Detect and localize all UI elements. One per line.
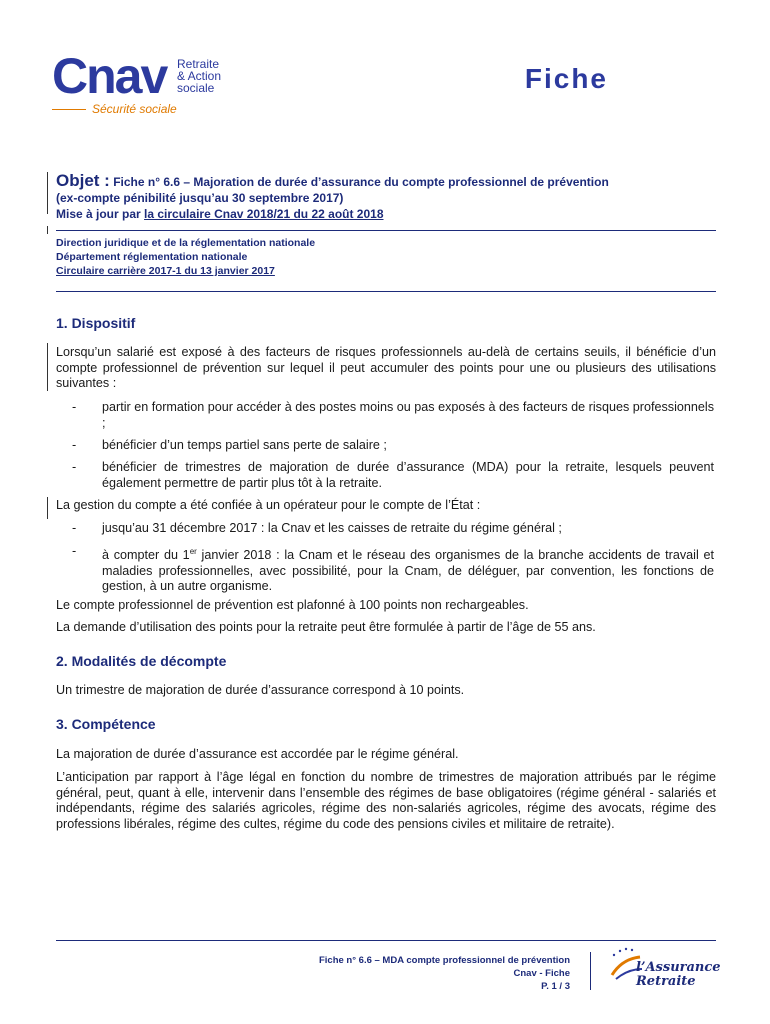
assurance-retraite-logo: l’Assurance Retraite: [606, 945, 726, 995]
list-item: à compter du 1er janvier 2018 : la Cnam et le réseau des organismes de la branche accidents de travail et maladies professionnelles, avec possibilité, pour la Cnam, de déléguer, par convention, les fonctions de gestion, à un autre organisme.: [102, 547, 714, 594]
paragraph: Lorsqu’un salarié est exposé à des facteurs de risques professionnels au-delà de certains seuils, il bénéficie d’un compte professionnel de prévention sur lequel il peut accumuler des points pour une ou plusieurs des utilisations suivantes :: [56, 345, 716, 390]
logo-tagline: Retraite & Action sociale: [177, 57, 222, 95]
document-type-title: Fiche: [524, 63, 608, 94]
update-prefix: Mise à jour par: [56, 207, 145, 221]
department-name: Département réglementation nationale: [56, 251, 248, 263]
list-item: bénéficier de trimestres de majoration de durée d’assurance (MDA) pour la retraite, lesquels peuvent également permettre de partir plus tôt à la retraite.: [102, 460, 714, 490]
change-marker: [47, 343, 48, 391]
reference-circular-link[interactable]: Circulaire carrière 2017-1 du 13 janvier 2017: [56, 265, 275, 277]
footer-fiche-title: Fiche n° 6.6 – MDA compte professionnel de prévention: [318, 955, 570, 966]
paragraph: La gestion du compte a été confiée à un opérateur pour le compte de l’État :: [56, 498, 481, 512]
list-item: bénéficier d’un temps partiel sans perte de salaire ;: [102, 438, 387, 452]
update-circular-link[interactable]: la circulaire Cnav 2018/21 du 22 août 2018: [144, 207, 384, 221]
objet-block: [56, 173, 716, 222]
objet-label: Objet :: [56, 171, 110, 190]
change-marker: [47, 172, 48, 214]
footer-doc-type: Cnav - Fiche: [513, 968, 570, 979]
list-item: jusqu’au 31 décembre 2017 : la Cnav et les caisses de retraite du régime général ;: [102, 521, 562, 535]
change-marker: [47, 497, 48, 519]
logo-subtitle: Sécurité sociale: [52, 102, 242, 116]
footer-info: [319, 954, 570, 993]
list-item: partir en formation pour accéder à des postes moins ou pas exposés à des facteurs de risques professionnels ;: [102, 400, 714, 430]
footer-divider: [56, 940, 716, 941]
divider: [56, 230, 716, 231]
objet-subtitle: (ex-compte pénibilité jusqu’au 30 septembre 2017): [56, 191, 344, 205]
direction-block: [56, 236, 315, 278]
paragraph: La majoration de durée d’assurance est accordée par le régime général.: [56, 747, 459, 761]
section-heading-competence: 3. Compétence: [56, 716, 156, 732]
section-heading-modalites: 2. Modalités de décompte: [56, 653, 227, 669]
paragraph: La demande d’utilisation des points pour la retraite peut être formulée à partir de l’âge de 55 ans.: [56, 620, 596, 634]
section-heading-dispositif: 1. Dispositif: [56, 315, 136, 331]
paragraph: Le compte professionnel de prévention est plafonné à 100 points non rechargeables.: [56, 598, 529, 612]
paragraph: Un trimestre de majoration de durée d’assurance correspond à 10 points.: [56, 683, 465, 697]
divider: [56, 291, 716, 292]
page-number: P. 1 / 3: [541, 981, 570, 992]
objet-title: Fiche n° 6.6 – Majoration de durée d’assurance du compte professionnel de prévention: [113, 175, 609, 189]
cnav-logo: [52, 50, 242, 120]
direction-name: Direction juridique et de la réglementation nationale: [56, 237, 316, 249]
footer-separator: [590, 952, 591, 990]
change-marker: [47, 226, 48, 234]
logo-brand: Cnav: [52, 48, 167, 104]
paragraph: L’anticipation par rapport à l’âge légal en fonction du nombre de trimestres de majoration attribués par le régime général, peut, quant à elle, intervenir dans l’ensemble des régimes de base obligatoires (régime général - salariés et indépendants, régime des salariés agricoles, régime des non-salariés agricoles, régime des avocats, régime des professions libérales, régime des cultes, régime du code des pensions civiles et militaire de retraite).: [56, 770, 716, 831]
